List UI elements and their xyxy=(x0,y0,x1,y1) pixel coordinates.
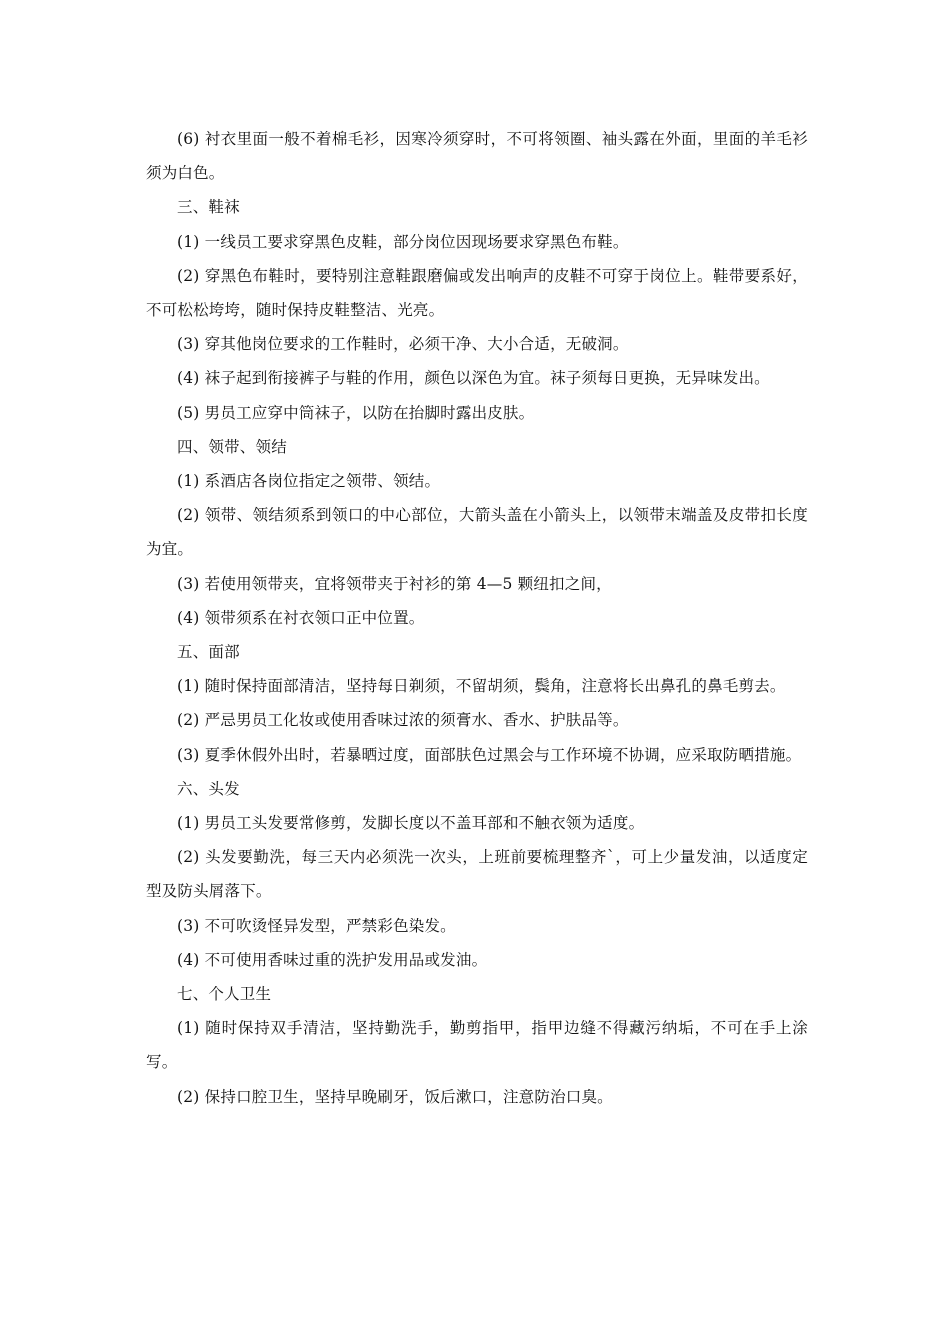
paragraph: (5) 男员工应穿中筒袜子，以防在抬脚时露出皮肤。 xyxy=(177,403,535,422)
section-heading: 七、个人卫生 xyxy=(177,985,272,1004)
section-heading: 三、鞋袜 xyxy=(177,198,240,217)
paragraph: (3) 穿其他岗位要求的工作鞋时，必须干净、大小合适，无破洞。 xyxy=(177,335,629,354)
section-heading: 五、面部 xyxy=(177,643,240,662)
paragraph: (1) 随时保持面部清洁，坚持每日剃须，不留胡须，鬓角，注意将长出鼻孔的鼻毛剪去。 xyxy=(177,677,786,696)
paragraph: (2) 穿黑色布鞋时，要特别注意鞋跟磨偏或发出响声的皮鞋不可穿于岗位上。鞋带要系好，不可松松垮垮，随时保持皮鞋整洁、光亮。 xyxy=(146,266,808,320)
paragraph: (2) 严忌男员工化妆或使用香味过浓的须膏水、香水、护肤品等。 xyxy=(177,711,629,730)
section-heading: 四、领带、领结 xyxy=(177,437,287,456)
section-heading: 六、头发 xyxy=(177,779,240,798)
paragraph: (1) 随时保持双手清洁，坚持勤洗手，勤剪指甲，指甲边缝不得藏污纳垢，不可在手上涂写。 xyxy=(146,1019,808,1072)
paragraph: (1) 一线员工要求穿黑色皮鞋，部分岗位因现场要求穿黑色布鞋。 xyxy=(177,232,629,251)
paragraph: (1) 男员工头发要常修剪，发脚长度以不盖耳部和不触衣领为适度。 xyxy=(177,814,645,833)
paragraph: (2) 保持口腔卫生，坚持早晚刷牙，饭后漱口，注意防治口臭。 xyxy=(177,1087,613,1106)
document-body xyxy=(146,122,808,1114)
paragraph: (4) 不可使用香味过重的洗护发用品或发油。 xyxy=(177,950,488,969)
paragraph: (2) 头发要勤洗，每三天内必须洗一次头，上班前要梳理整齐`，可上少量发油，以适度定型及防头屑落下。 xyxy=(146,848,808,901)
paragraph: (4) 袜子起到衔接裤子与鞋的作用，颜色以深色为宜。袜子须每日更换，无异味发出。 xyxy=(177,369,770,388)
paragraph: (6) 衬衣里面一般不着棉毛衫，因寒冷须穿时，不可将领圈、袖头露在外面，里面的羊毛衫须为白色。 xyxy=(146,130,808,183)
paragraph: (2) 领带、领结须系到领口的中心部位，大箭头盖在小箭头上，以领带末端盖及皮带扣长度为宜。 xyxy=(146,506,808,559)
paragraph: (3) 若使用领带夹，宜将领带夹于衬衫的第 4—5 颗纽扣之间， xyxy=(177,574,612,593)
paragraph: (1) 系酒店各岗位指定之领带、领结。 xyxy=(177,472,441,491)
paragraph: (3) 夏季休假外出时，若暴晒过度，面部肤色过黑会与工作环境不协调，应采取防晒措施。 xyxy=(177,745,802,764)
paragraph: (3) 不可吹烫怪异发型，严禁彩色染发。 xyxy=(177,916,456,935)
paragraph: (4) 领带须系在衬衣领口正中位置。 xyxy=(177,608,425,627)
